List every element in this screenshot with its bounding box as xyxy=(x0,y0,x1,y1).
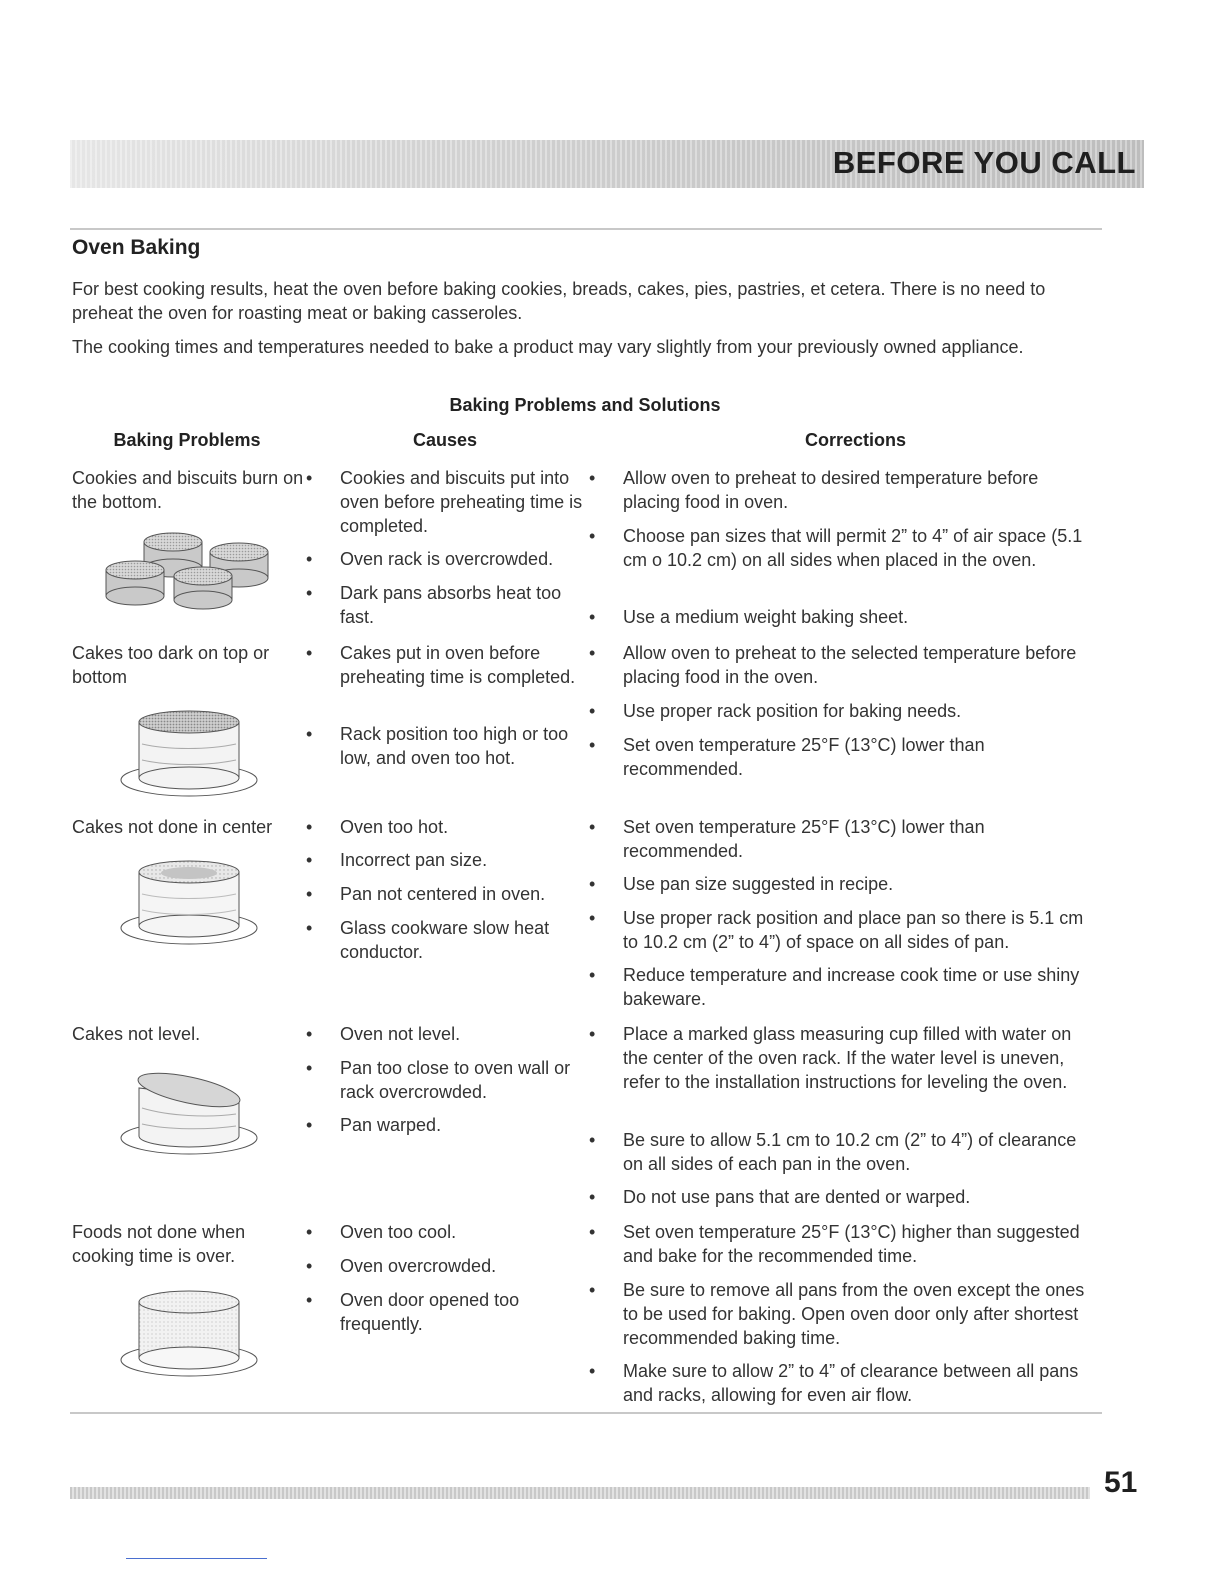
cause-door-opened: • Oven door opened too frequently. xyxy=(340,1288,590,1336)
correction-preheat-selected: • Allow oven to preheat to the selected temperature before placing food in the oven. xyxy=(623,641,1098,689)
top-divider xyxy=(70,228,1102,230)
cookies-on-pans-illustration xyxy=(100,532,280,614)
correction-no-dented-pans: • Do not use pans that are dented or warped. xyxy=(623,1185,1098,1209)
correction-reduce-temp: • Reduce temperature and increase cook time or use shiny bakeware. xyxy=(623,963,1098,1011)
problem-foods-not-done: Foods not done when cooking time is over. xyxy=(72,1222,246,1266)
uneven-cake-illustration xyxy=(118,1064,260,1158)
column-header-causes: Causes xyxy=(412,430,478,450)
correction-clearance-each-pan: • Be sure to allow 5.1 cm to 10.2 cm (2” to 4”) of clearance on all sides of each pan in the oven. xyxy=(623,1128,1098,1176)
correction-higher-temp: • Set oven temperature 25°F (13°C) higher than suggested and bake for the recommended time. xyxy=(623,1220,1098,1268)
table-title: Baking Problems and Solutions xyxy=(449,395,721,415)
problem-cakes-not-level: Cakes not level. xyxy=(72,1024,201,1044)
cause-cookies-before-preheat: • Cookies and biscuits put into oven before preheating time is completed. xyxy=(340,466,590,538)
cause-oven-overcrowded: • Oven overcrowded. xyxy=(340,1254,590,1278)
cause-oven-too-cool: • Oven too cool. xyxy=(340,1220,590,1244)
correction-pan-sizes-air-space: • Choose pan sizes that will permit 2” to 4” of air space (5.1 cm o 10.2 cm) on all sides when placed in the oven. xyxy=(623,524,1098,572)
correction-rack-and-space: • Use proper rack position and place pan so there is 5.1 cm to 10.2 cm (2” to 4”) of space on all sides of pan. xyxy=(623,906,1098,954)
problem-cakes-too-dark: Cakes too dark on top or bottom xyxy=(72,643,270,687)
page-number: 51 xyxy=(1104,1466,1138,1499)
undone-cake-illustration xyxy=(118,856,260,948)
column-header-corrections: Corrections xyxy=(804,430,907,450)
cause-pan-too-close: • Pan too close to oven wall or rack overcrowded. xyxy=(340,1056,590,1104)
header-title: BEFORE YOU CALL xyxy=(832,145,1136,180)
correction-proper-rack: • Use proper rack position for baking needs. xyxy=(623,699,1098,723)
column-header-problems: Baking Problems xyxy=(113,430,261,450)
correction-air-flow: • Make sure to allow 2” to 4” of clearance between all pans and racks, allowing for even air flow. xyxy=(623,1359,1098,1407)
bottom-divider xyxy=(70,1412,1102,1414)
correction-preheat-desired: • Allow oven to preheat to desired temperature before placing food in oven. xyxy=(623,466,1098,514)
section-title: Oven Baking xyxy=(72,236,201,259)
cause-oven-not-level: • Oven not level. xyxy=(340,1022,590,1046)
correction-medium-sheet: • Use a medium weight baking sheet. xyxy=(623,605,1098,629)
correction-pan-size-recipe: • Use pan size suggested in recipe. xyxy=(623,872,1098,896)
plain-cake-illustration xyxy=(118,1288,260,1380)
cause-rack-position-hot: • Rack position too high or too low, and oven too hot. xyxy=(340,722,590,770)
cause-incorrect-pan-size: • Incorrect pan size. xyxy=(340,848,590,872)
footer-bar xyxy=(70,1487,1090,1499)
cause-cakes-before-preheat: • Cakes put in oven before preheating time is completed. xyxy=(340,641,590,689)
problem-cookies-burn: Cookies and biscuits burn on the bottom. xyxy=(72,468,304,512)
cause-glass-cookware: • Glass cookware slow heat conductor. xyxy=(340,916,590,964)
correction-measuring-cup: • Place a marked glass measuring cup filled with water on the center of the oven rack. If the water level is uneven, refer to the installation instructions for leveling the oven. xyxy=(623,1022,1098,1094)
cause-rack-overcrowded: • Oven rack is overcrowded. xyxy=(340,547,590,571)
correction-lower-temp: • Set oven temperature 25°F (13°C) lower than recommended. xyxy=(623,733,1098,781)
cause-pan-not-centered: • Pan not centered in oven. xyxy=(340,882,590,906)
problem-not-done-center: Cakes not done in center xyxy=(72,817,273,837)
header-band xyxy=(70,140,1144,188)
intro-paragraph-1: For best cooking results, heat the oven before baking cookies, breads, cakes, pies, pastries, et cetera. There is no need to preheat the oven for roasting meat or baking casseroles. xyxy=(72,279,1046,323)
correction-remove-pans: • Be sure to remove all pans from the oven except the ones to be used for baking. Open oven door only after shortest recommended baking time. xyxy=(623,1278,1098,1350)
intro-paragraph-2: The cooking times and temperatures needed to bake a product may vary slightly from your previously owned appliance. xyxy=(72,337,1024,357)
dark-cake-illustration xyxy=(118,708,260,800)
cause-oven-too-hot: • Oven too hot. xyxy=(340,815,590,839)
cause-pan-warped: • Pan warped. xyxy=(340,1113,590,1137)
bottom-link-line xyxy=(126,1558,267,1559)
correction-lower-temp-2: • Set oven temperature 25°F (13°C) lower than recommended. xyxy=(623,815,1098,863)
cause-dark-pans: • Dark pans absorbs heat too fast. xyxy=(340,581,590,629)
